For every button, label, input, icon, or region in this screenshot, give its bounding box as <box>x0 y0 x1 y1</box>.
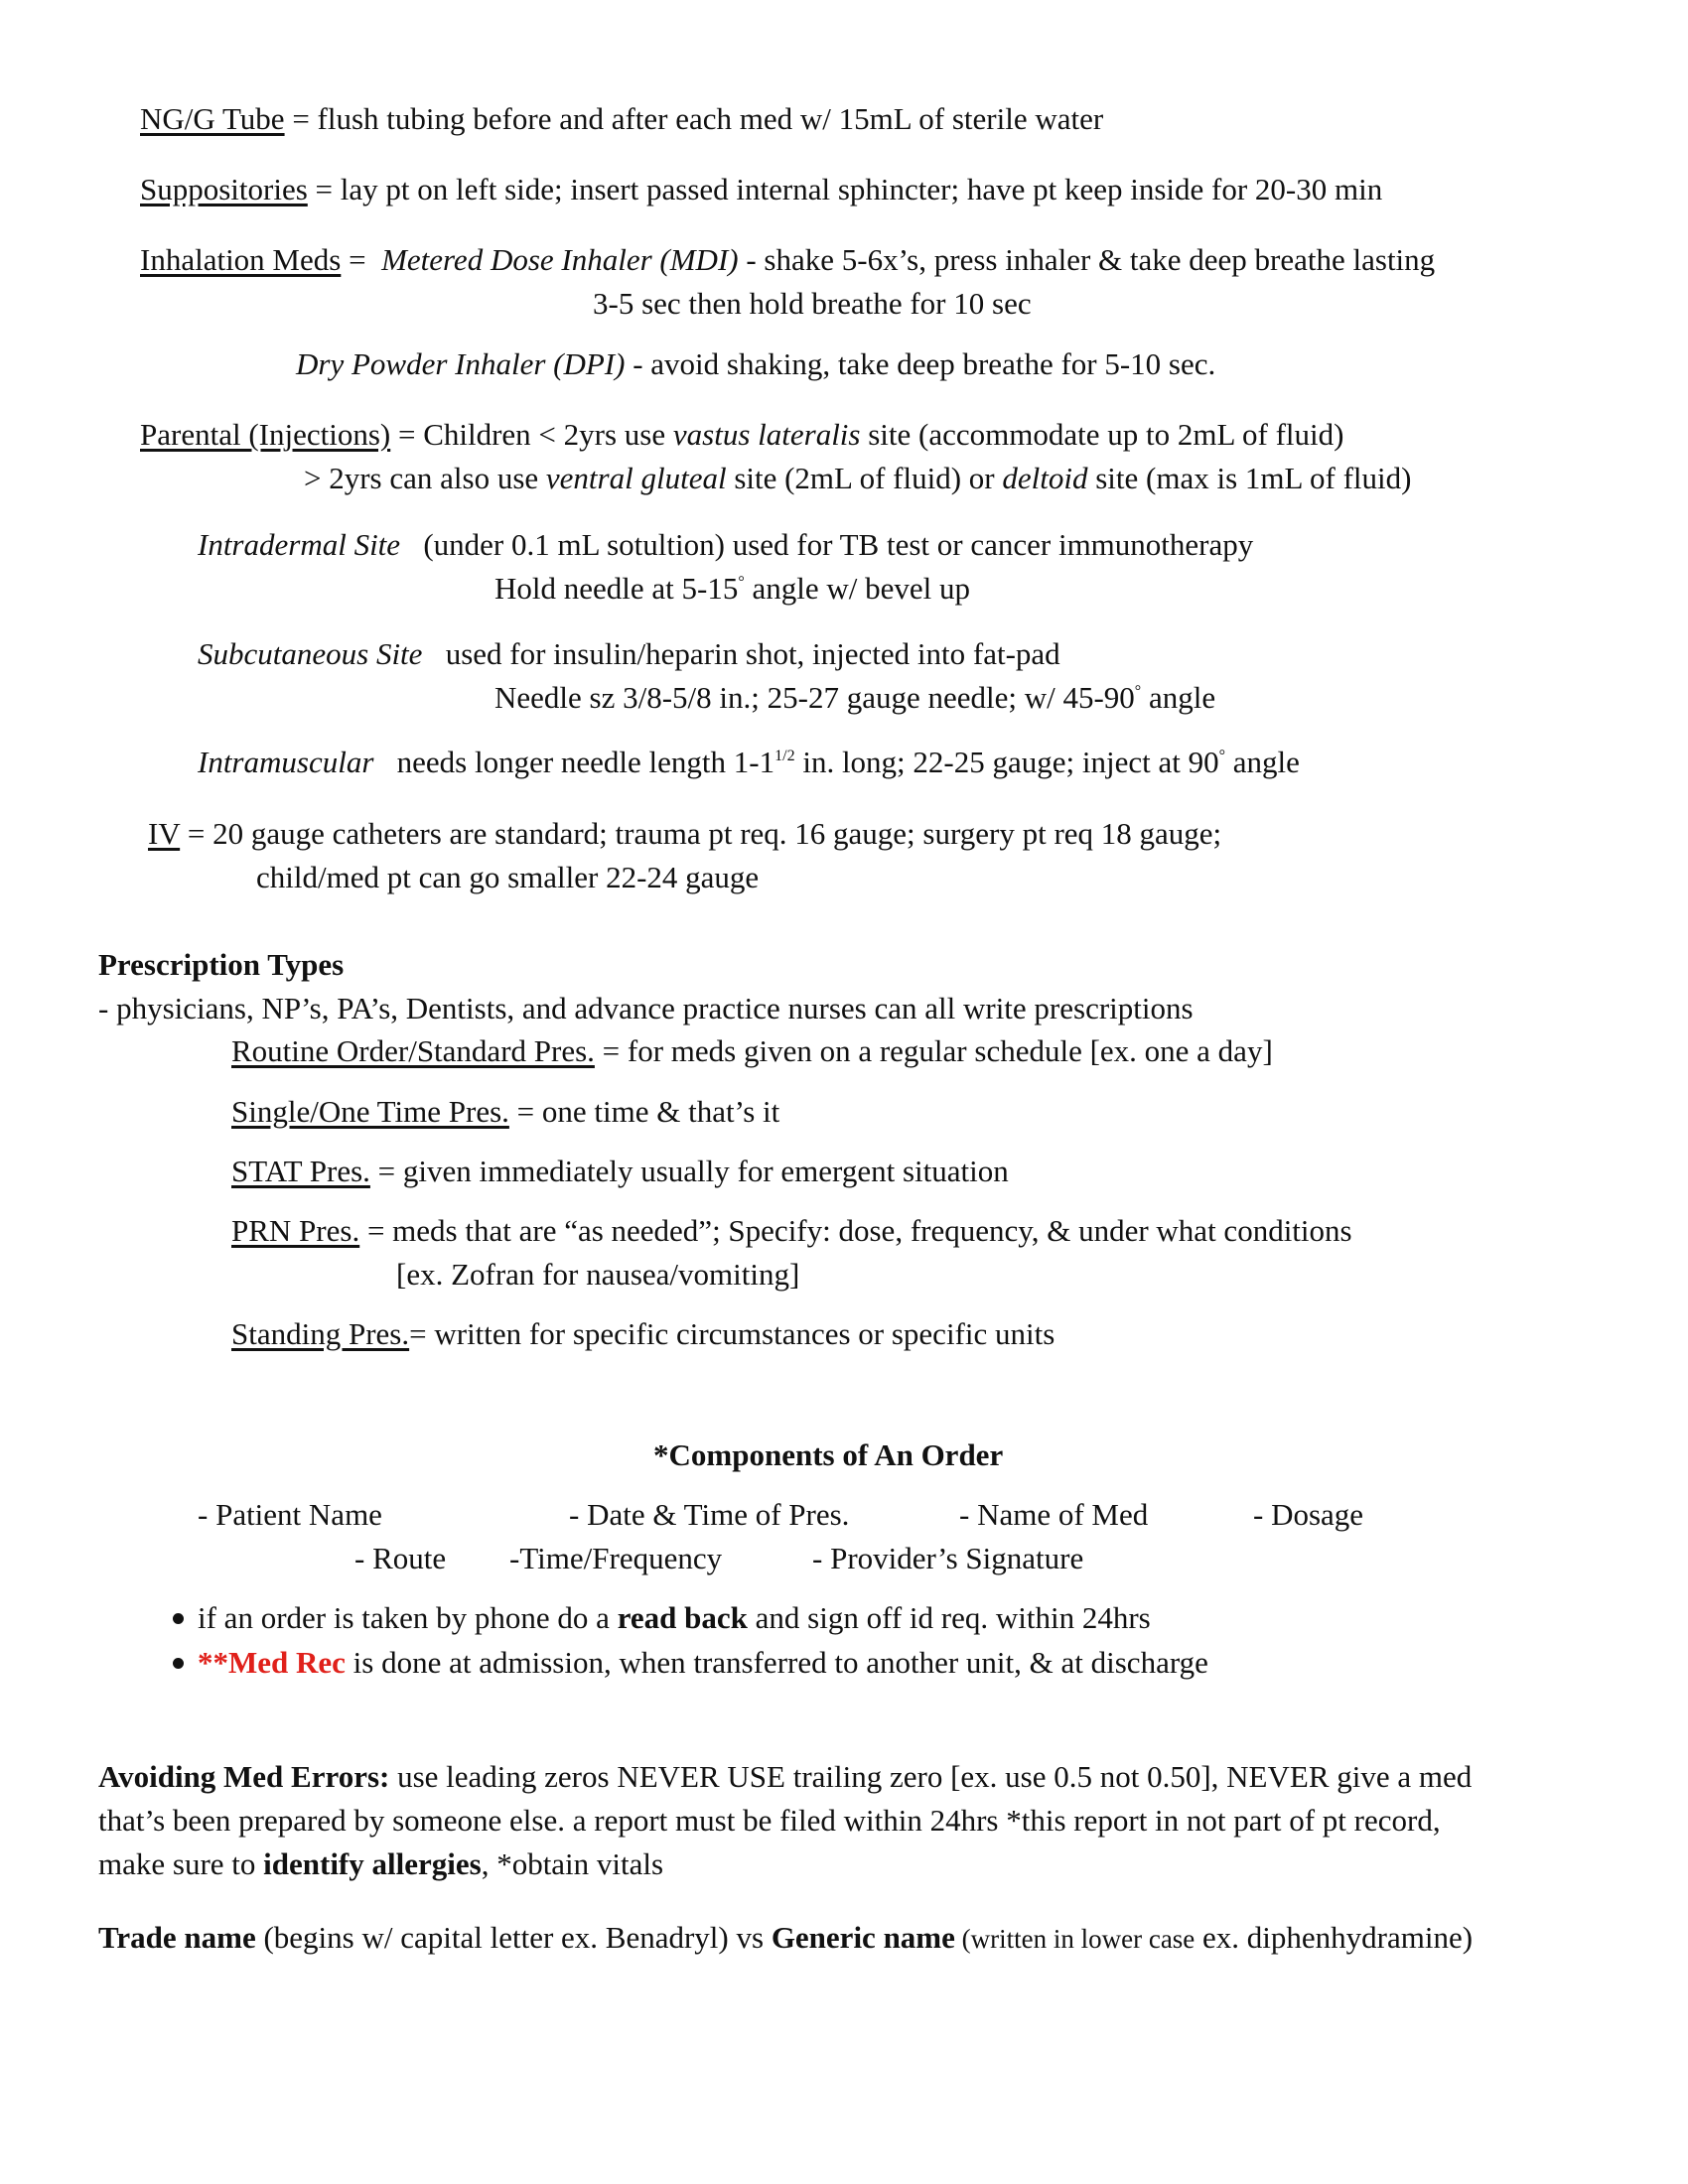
intradermal-name: Intradermal Site <box>198 527 401 562</box>
dpi-name: Dry Powder Inhaler (DPI) <box>296 346 626 381</box>
bullet-read-back: if an order is taken by phone do a read back and sign off id req. within 24hrs <box>198 1600 1151 1635</box>
intramuscular-line: Intramuscular needs longer needle length $1-1^{1/2}$ in. long; 22-25 gauge; inject at 90° angle <box>198 745 1300 779</box>
dpi-line: Dry Powder Inhaler (DPI) - avoid shaking, take deep breathe for 5-10 sec. <box>296 346 1216 381</box>
iv-continuation: child/med pt can go smaller 22-24 gauge <box>256 860 760 894</box>
stat-line: STAT Pres. = given immediately usually for emergent situation <box>231 1154 1009 1188</box>
iv-line: IV = 20 gauge catheters are standard; trauma pt req. 16 gauge; surgery pt req 18 gauge; <box>148 816 1222 851</box>
inhalation-line: Inhalation Meds = Metered Dose Inhaler (MDI) - shake 5-6x’s, press inhaler & take deep breathe lasting <box>140 242 1436 277</box>
errors-line-3: make sure to identify allergies, *obtain vitals <box>98 1846 664 1881</box>
subcutaneous-line-2: Needle sz 3/8-5/8 in.; 25-27 gauge needle; w/ 45-90° angle <box>494 680 1216 715</box>
component-item: -Time/Frequency <box>509 1541 723 1575</box>
mdi-continuation: 3-5 sec then hold breathe for 10 sec <box>593 286 1032 321</box>
component-item: - Name of Med <box>959 1497 1149 1532</box>
intradermal-line-2: Hold needle at 5-15° angle w/ bevel up <box>494 571 971 606</box>
standing-line: Standing Pres.= written for specific circumstances or specific units <box>231 1316 1055 1351</box>
component-item: - Patient Name <box>198 1497 382 1532</box>
inhalation-term: Inhalation Meds <box>140 242 342 277</box>
routine-line: Routine Order/Standard Pres. = for meds given on a regular schedule [ex. one a day] <box>231 1033 1273 1068</box>
parental-term: Parental (Injections) <box>140 417 391 452</box>
ng-tube-term: NG/G Tube <box>140 101 285 136</box>
subcutaneous-line: Subcutaneous Site used for insulin/heparin shot, injected into fat-pad <box>198 636 1060 671</box>
bullet-med-rec: **Med Rec is done at admission, when transferred to another unit, & at discharge <box>198 1645 1208 1680</box>
component-item: - Provider’s Signature <box>812 1541 1084 1575</box>
single-line: Single/One Time Pres. = one time & that’s it <box>231 1094 780 1129</box>
trade-generic-line: Trade name (begins w/ capital letter ex. Benadryl) vs Generic name (written in lower case ex. diphenhydramine) <box>98 1920 1474 1955</box>
suppositories-term: Suppositories <box>140 172 308 206</box>
iv-term: IV <box>148 816 181 851</box>
generic-name-term: Generic name <box>771 1920 955 1955</box>
parental-line-2: > 2yrs can also use ventral gluteal site (2mL of fluid) or deltoid site (max is 1mL of fluid) <box>304 461 1412 495</box>
intramuscular-name: Intramuscular <box>198 745 374 779</box>
prn-continuation: [ex. Zofran for nausea/vomiting] <box>396 1257 800 1292</box>
prn-line: PRN Pres. = meds that are “as needed”; Specify: dose, frequency, & under what conditions <box>231 1213 1352 1248</box>
bullet-dot-icon <box>173 1613 184 1624</box>
errors-line-2: that’s been prepared by someone else. a report must be filed within 24hrs *this report in not part of pt record, <box>98 1803 1441 1838</box>
prescription-heading: Prescription Types <box>98 947 345 982</box>
mdi-name: Metered Dose Inhaler (MDI) <box>381 242 739 277</box>
parental-line: Parental (Injections) = Children < 2yrs use vastus lateralis site (accommodate up to 2mL of fluid) <box>140 417 1344 452</box>
components-heading: *Components of An Order <box>653 1437 1004 1472</box>
component-item: - Date & Time of Pres. <box>569 1497 850 1532</box>
trade-name-term: Trade name <box>98 1920 256 1955</box>
subcutaneous-name: Subcutaneous Site <box>198 636 423 671</box>
errors-label: Avoiding Med Errors: <box>98 1759 390 1794</box>
errors-line-1: Avoiding Med Errors: use leading zeros NEVER USE trailing zero [ex. use 0.5 not 0.50], NEVER give a med <box>98 1759 1473 1794</box>
prescription-intro: - physicians, NP’s, PA’s, Dentists, and advance practice nurses can all write prescriptions <box>98 991 1194 1025</box>
component-item: - Route <box>354 1541 447 1575</box>
intradermal-line: Intradermal Site (under 0.1 mL sotultion) used for TB test or cancer immunotherapy <box>198 527 1254 562</box>
suppositories-line: Suppositories = lay pt on left side; insert passed internal sphincter; have pt keep inside for 20-30 min <box>140 172 1383 206</box>
component-item: - Dosage <box>1253 1497 1364 1532</box>
ng-tube-line: NG/G Tube = flush tubing before and after each med w/ 15mL of sterile water <box>140 101 1104 136</box>
bullet-dot-icon <box>173 1658 184 1669</box>
